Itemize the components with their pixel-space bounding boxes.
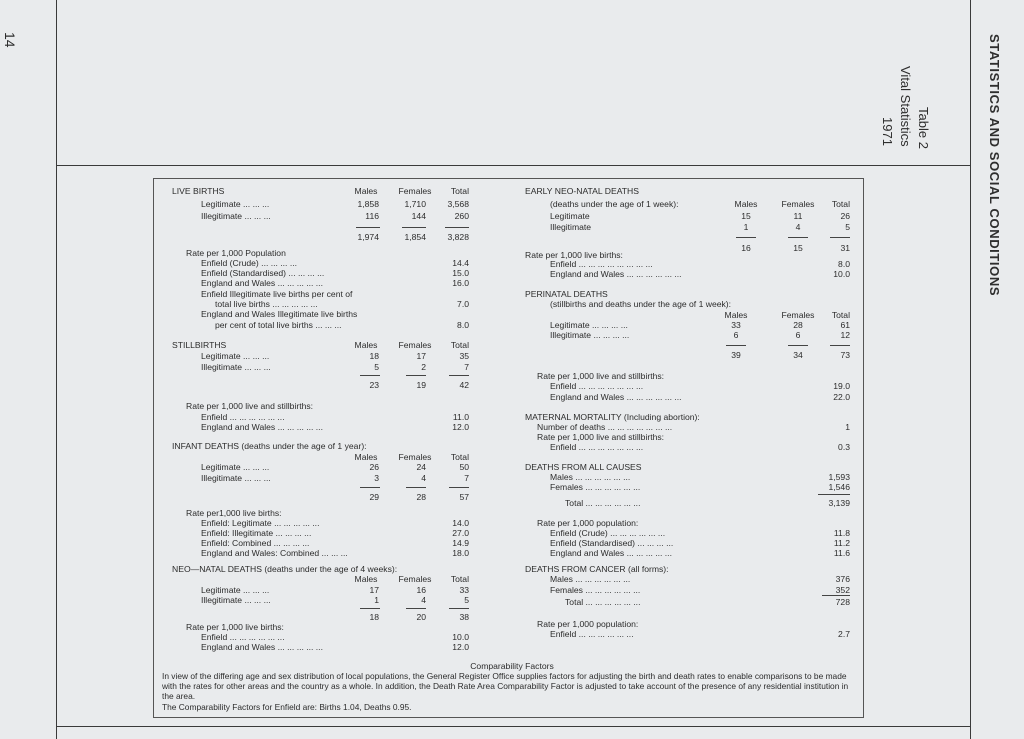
rate-label: Enfield: Illegitimate ... ... ... ...: [201, 528, 312, 538]
rate-label: England and Wales ... ... ... ... ...: [201, 278, 323, 288]
live-births-col-females: Females: [398, 186, 432, 196]
perinatal-subheading: (stillbirths and deaths under the age of 1 week):: [550, 299, 732, 309]
rate-heading: Rate per 1,000 Population: [186, 248, 286, 258]
rate-heading: Rate per 1,000 live births:: [525, 250, 623, 260]
total-males: 16: [741, 243, 751, 253]
rate-value: 15.0: [452, 268, 469, 278]
table-cell-females: 144: [411, 211, 426, 221]
footnote-factors: The Comparability Factors for Enfield are: Births 1.04, Deaths 0.95.: [162, 702, 412, 712]
table-label: Table 2: [916, 107, 931, 149]
early-neonatal-subheading: (deaths under the age of 1 week):: [550, 199, 679, 209]
rate-label: Enfield ... ... ... ... ... ... ...: [550, 381, 644, 391]
table-row-label: Legitimate ... ... ...: [201, 351, 270, 361]
stillbirths-col-females: Females: [398, 340, 432, 350]
table-cell-females: 2: [421, 362, 426, 372]
header-divider: [56, 165, 970, 166]
rate-heading: Rate per 1,000 live and stillbirths:: [537, 371, 665, 381]
early-col-males: Males: [734, 199, 758, 209]
table-cell-males: 3: [374, 473, 379, 483]
rate-label: England and Wales ... ... ... ... ... ...: [550, 392, 682, 402]
sum-rule: [736, 237, 756, 238]
sum-rule: [726, 345, 746, 346]
total-females: 34: [793, 350, 803, 360]
table-cell-males: 1: [743, 222, 749, 232]
sum-rule: [406, 375, 426, 376]
total-males: 1,974: [357, 232, 379, 242]
table-cell-total: 7: [464, 362, 469, 372]
table-cell-males: 18: [369, 351, 379, 361]
table-cell-total: 3,568: [447, 199, 469, 209]
table-cell-females: 24: [416, 462, 426, 472]
rate-label: England and Wales ... ... ... ... ...: [201, 422, 323, 432]
rate-heading: Rate per 1,000 live and stillbirths:: [186, 401, 314, 411]
rate-value: 22.0: [833, 392, 850, 402]
total-males: 39: [731, 350, 741, 360]
total-females: 1,854: [404, 232, 426, 242]
table-cell-total: 35: [459, 351, 469, 361]
all-causes-females-value: 1,546: [828, 482, 850, 492]
table-cell-females: 17: [416, 351, 426, 361]
table-cell-total: 26: [840, 211, 850, 221]
footer-divider: [56, 726, 970, 727]
table-cell-females: 1,710: [404, 199, 426, 209]
rate-label: Enfield (Standardised) ... ... ... ...: [201, 268, 325, 278]
infant-col-females: Females: [398, 452, 432, 462]
sum-rule: [445, 227, 469, 228]
table-cell-females: 4: [421, 595, 426, 605]
table-cell-females: 6: [795, 330, 801, 340]
section-heading: STATISTICS AND SOCIAL CONDITIONS: [987, 34, 1002, 297]
rate-value: 27.0: [452, 528, 469, 538]
rate-value: 11.6: [833, 548, 850, 558]
footnote-heading: Comparability Factors: [470, 661, 554, 671]
table-cell-total: 33: [459, 585, 469, 595]
live-births-col-males: Males: [354, 186, 378, 196]
rate-label: Enfield ... ... ... ... ... ...: [201, 632, 285, 642]
sum-rule: [360, 487, 380, 488]
table-cell-total: 5: [845, 222, 850, 232]
stillbirths-col-total: Total: [450, 340, 469, 350]
infant-col-males: Males: [354, 452, 378, 462]
ew-illegitimate-line1: England and Wales Illegitimate live births: [201, 309, 358, 319]
sum-rule: [449, 487, 469, 488]
illegitimate-rate-line1: Enfield Illegitimate live births per cent of: [201, 289, 353, 299]
cancer-total-value: 728: [835, 597, 850, 607]
table-cell-males: 17: [369, 585, 379, 595]
rate-value: 10.0: [452, 632, 469, 642]
stillbirths-col-males: Males: [354, 340, 378, 350]
cancer-rate-label: Enfield ... ... ... ... ... ...: [550, 629, 634, 639]
infant-deaths-heading: INFANT DEATHS (deaths under the age of 1 year):: [172, 441, 367, 451]
cancer-rate-heading: Rate per 1,000 population:: [537, 619, 639, 629]
maternal-heading: MATERNAL MORTALITY (Including abortion):: [525, 412, 700, 422]
table-row-label: Illegitimate ... ... ...: [201, 211, 271, 221]
perinatal-heading: PERINATAL DEATHS: [525, 289, 608, 299]
table-cell-males: 15: [741, 211, 751, 221]
table-cell-females: 16: [416, 585, 426, 595]
ew-illegitimate-line2: per cent of total live births ... ... ...: [215, 320, 342, 330]
table-cell-males: 1: [374, 595, 379, 605]
all-causes-total-value: 3,139: [828, 498, 850, 508]
perinatal-col-males: Males: [724, 310, 748, 320]
total-females: 20: [416, 612, 426, 622]
table-row-label: Illegitimate ... ... ...: [201, 473, 271, 483]
cancer-females-value: 352: [835, 585, 850, 595]
sum-rule: [830, 345, 850, 346]
all-causes-females-label: Females ... ... ... ... ... ...: [550, 482, 641, 492]
rate-value: 14.4: [452, 258, 469, 268]
table-cell-females: 4: [795, 222, 801, 232]
all-causes-males-label: Males ... ... ... ... ... ...: [550, 472, 631, 482]
all-causes-heading: DEATHS FROM ALL CAUSES: [525, 462, 642, 472]
sum-rule: [406, 608, 426, 609]
right-margin-line: [970, 0, 971, 739]
sum-rule: [402, 227, 426, 228]
table-cell-females: 11: [793, 211, 803, 221]
rate-value: 18.0: [452, 548, 469, 558]
sum-rule: [788, 345, 808, 346]
rate-value: 12.0: [452, 422, 469, 432]
maternal-rate-value: 0.3: [838, 442, 850, 452]
total-males: 18: [369, 612, 379, 622]
table-row-label: Legitimate ... ... ... ...: [550, 320, 628, 330]
total-total: 38: [459, 612, 469, 622]
table-row-label: Legitimate ... ... ...: [201, 199, 270, 209]
neo-col-males: Males: [354, 574, 378, 584]
infant-col-total: Total: [450, 452, 469, 462]
rate-label: Enfield: Combined ... ... ... ...: [201, 538, 310, 548]
rate-label: England and Wales ... ... ... ... ...: [201, 642, 323, 652]
total-females: 19: [416, 380, 426, 390]
all-causes-males-value: 1,593: [828, 472, 850, 482]
stillbirths-heading: STILLBIRTHS: [172, 340, 227, 350]
total-females: 28: [416, 492, 426, 502]
table-row-label: Illegitimate ... ... ...: [201, 362, 271, 372]
rate-label: Enfield (Standardised) ... ... ... ...: [550, 538, 674, 548]
rate-value: 16.0: [452, 278, 469, 288]
table-cell-males: 5: [374, 362, 379, 372]
footnote-body: In view of the differing age and sex distribution of local populations, the General Register Office supplies factors for adjusting the birth and death rates to enable comparisons to be made with the rates for other areas and the country as a whole. In addition, the Death Rate Area Comparability Factor is adjusted to take account of the presence of any residential institution in the area.: [162, 671, 849, 701]
sum-rule: [360, 375, 380, 376]
table-cell-total: 5: [464, 595, 469, 605]
total-females: 15: [793, 243, 803, 253]
live-births-col-total: Total: [450, 186, 469, 196]
early-col-females: Females: [781, 199, 815, 209]
early-neonatal-heading: EARLY NEO-NATAL DEATHS: [525, 186, 639, 196]
rate-heading: Rate per 1,000 population:: [537, 518, 639, 528]
sum-rule: [830, 237, 850, 238]
illegitimate-rate-value: 7.0: [457, 299, 469, 309]
table-row-label: Illegitimate ... ... ...: [201, 595, 271, 605]
rate-heading: Rate per1,000 live births:: [186, 508, 282, 518]
table-cell-total: 260: [454, 211, 469, 221]
perinatal-col-females: Females: [781, 310, 815, 320]
early-col-total: Total: [831, 199, 850, 209]
table-year: 1971: [880, 117, 895, 146]
rate-label: Enfield (Crude) ... ... ... ... ... ...: [550, 528, 666, 538]
neo-col-females: Females: [398, 574, 432, 584]
rate-label: England and Wales ... ... ... ... ...: [550, 548, 672, 558]
cancer-males-label: Males ... ... ... ... ... ...: [550, 574, 631, 584]
cancer-males-value: 376: [835, 574, 850, 584]
rate-value: 11.2: [833, 538, 850, 548]
sum-rule: [360, 608, 380, 609]
left-margin-line: [56, 0, 57, 739]
total-total: 42: [459, 380, 469, 390]
total-total: 57: [459, 492, 469, 502]
table-row-label: Illegitimate ... ... ... ...: [550, 330, 630, 340]
rate-value: 12.0: [452, 642, 469, 652]
ew-illegitimate-value: 8.0: [457, 320, 469, 330]
sum-rule: [449, 375, 469, 376]
table-cell-total: 12: [840, 330, 850, 340]
neo-natal-heading: NEO—NATAL DEATHS (deaths under the age of 4 weeks):: [172, 564, 398, 574]
table-cell-males: 33: [731, 320, 741, 330]
table-cell-females: 4: [421, 473, 426, 483]
rate-label: England and Wales: Combined ... ... ...: [201, 548, 348, 558]
table-cell-total: 50: [459, 462, 469, 472]
total-males: 29: [369, 492, 379, 502]
rate-label: Enfield (Crude) ... ... ... ...: [201, 258, 297, 268]
table-cell-males: 6: [733, 330, 739, 340]
rate-label: Enfield ... ... ... ... ... ...: [201, 412, 285, 422]
rate-value: 11.8: [833, 528, 850, 538]
cancer-heading: DEATHS FROM CANCER (all forms):: [525, 564, 669, 574]
rate-value: 11.0: [452, 412, 469, 422]
maternal-rate-label: Enfield ... ... ... ... ... ... ...: [550, 442, 644, 452]
sum-rule: [449, 608, 469, 609]
all-causes-total-label: Total ... ... ... ... ... ...: [565, 498, 641, 508]
table-row-label: Illegitimate: [550, 222, 592, 232]
table-cell-males: 1,858: [357, 199, 379, 209]
rate-value: 8.0: [838, 259, 850, 269]
sum-rule: [406, 487, 426, 488]
cancer-rate-value: 2.7: [838, 629, 850, 639]
total-total: 3,828: [447, 232, 469, 242]
table-cell-total: 61: [840, 320, 850, 330]
table-title: Vital Statistics: [898, 66, 913, 147]
perinatal-col-total: Total: [831, 310, 850, 320]
table-cell-total: 7: [464, 473, 469, 483]
total-total: 73: [840, 350, 850, 360]
rate-label: Enfield ... ... ... ... ... ... ... ...: [550, 259, 653, 269]
cancer-females-label: Females ... ... ... ... ... ...: [550, 585, 641, 595]
total-total: 31: [840, 243, 850, 253]
rate-value: 14.0: [452, 518, 469, 528]
table-row-label: Legitimate: [550, 211, 590, 221]
table-cell-males: 26: [369, 462, 379, 472]
table-row-label: Legitimate ... ... ...: [201, 462, 270, 472]
table-cell-females: 28: [793, 320, 803, 330]
cancer-total-label: Total ... ... ... ... ... ...: [565, 597, 641, 607]
maternal-rate-heading: Rate per 1,000 live and stillbirths:: [537, 432, 665, 442]
neo-col-total: Total: [450, 574, 469, 584]
rate-value: 10.0: [833, 269, 850, 279]
table-row-label: Legitimate ... ... ...: [201, 585, 270, 595]
live-births-heading: LIVE BIRTHS: [172, 186, 225, 196]
page-number: 14: [2, 32, 18, 48]
total-males: 23: [369, 380, 379, 390]
table-cell-males: 116: [365, 211, 379, 221]
rate-label: Enfield: Legitimate ... ... ... ... ...: [201, 518, 320, 528]
sum-rule: [822, 595, 850, 596]
rate-value: 19.0: [833, 381, 850, 391]
rate-heading: Rate per 1,000 live births:: [186, 622, 284, 632]
sum-rule: [818, 494, 850, 495]
rate-value: 14.9: [452, 538, 469, 548]
maternal-deaths-label: Number of deaths ... ... ... ... ... ... ...: [537, 422, 673, 432]
sum-rule: [788, 237, 808, 238]
rate-label: England and Wales ... ... ... ... ... ...: [550, 269, 682, 279]
illegitimate-rate-line2: total live births ... ... ... ... ...: [215, 299, 318, 309]
maternal-deaths-value: 1: [845, 422, 850, 432]
sum-rule: [356, 227, 380, 228]
